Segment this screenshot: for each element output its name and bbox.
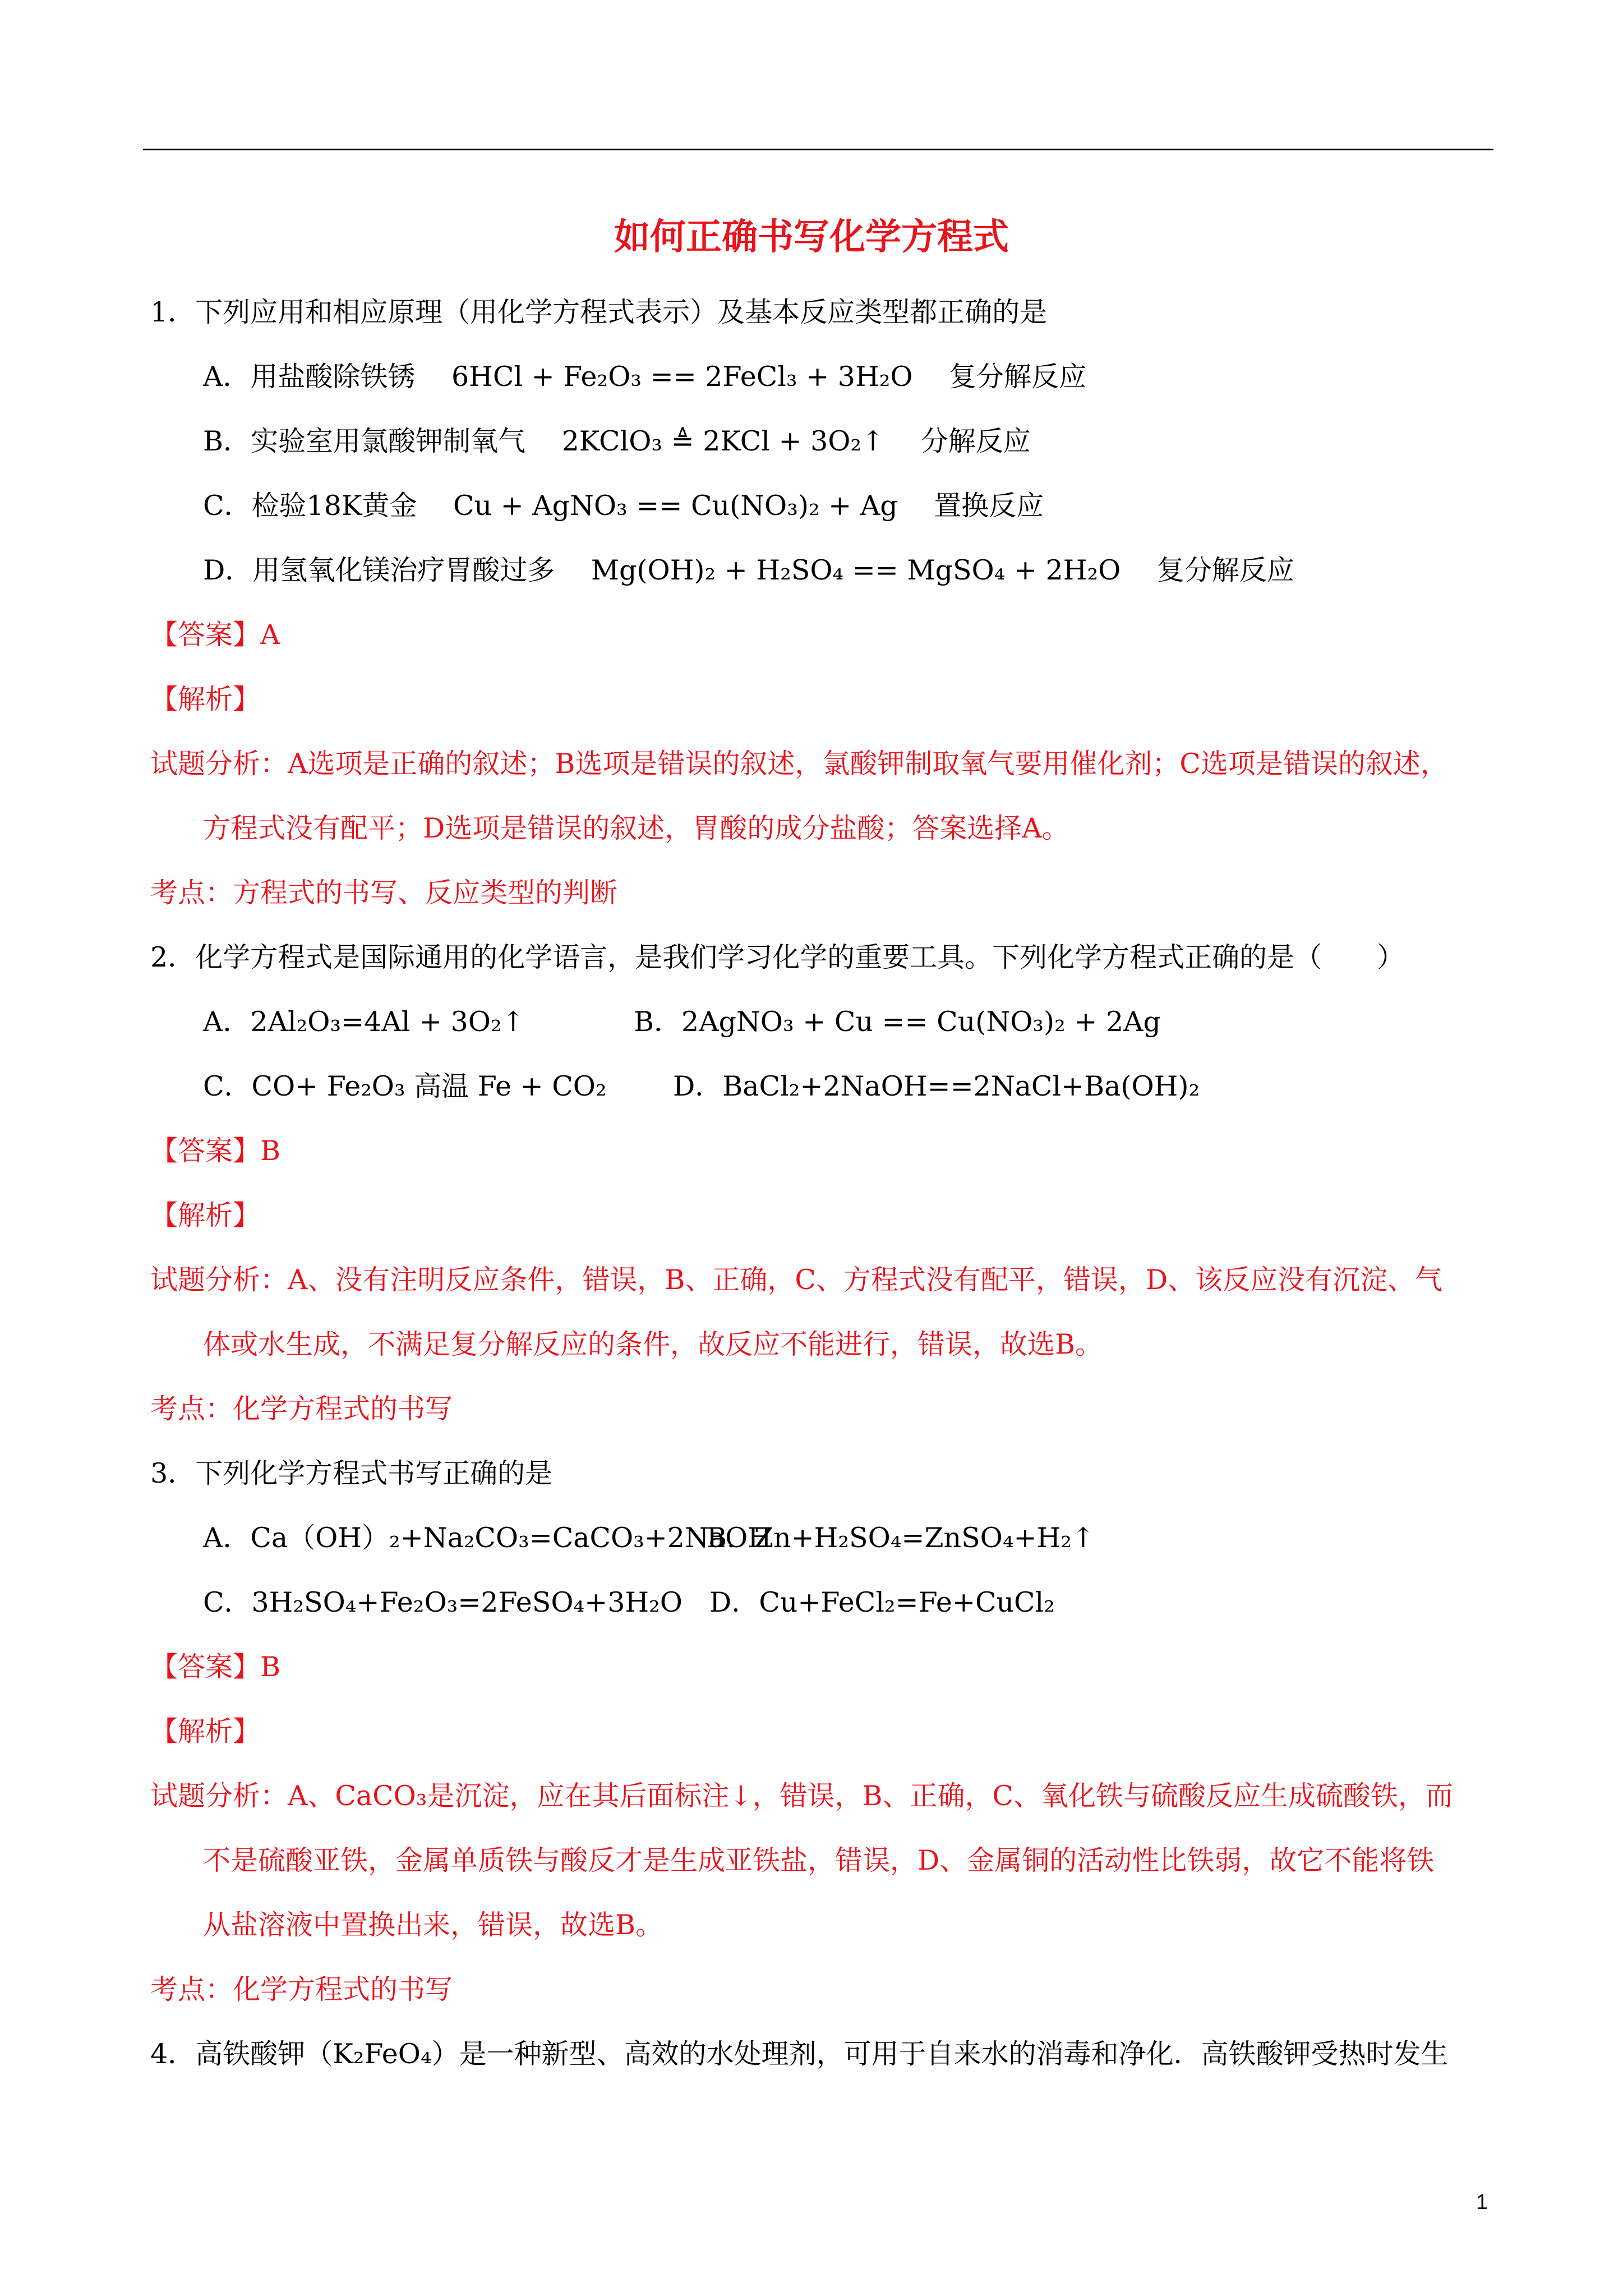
- q3-option-b: B．Zn+H₂SO₄=ZnSO₄+H₂↑: [707, 1522, 1095, 1554]
- q4-stem: 4．高铁酸钾（K₂FeO₄）是一种新型、高效的水处理剂，可用于自来水的消毒和净化．高铁酸钾受热时发生: [150, 2038, 1449, 2070]
- q1-analysis-line-2: 方程式没有配平；D选项是错误的叙述，胃酸的成分盐酸；答案选择A。: [203, 812, 1069, 844]
- q2-kaodian: 考点：化学方程式的书写: [150, 1393, 453, 1425]
- q1-option-c: C．检验18K黄金 Cu + AgNO₃ == Cu(NO₃)₂ + Ag 置换反应: [203, 490, 1044, 522]
- q2-option-d: D．BaCl₂+2NaOH==2NaCl+Ba(OH)₂: [673, 1070, 1200, 1102]
- q1-analysis-label: 【解析】: [150, 683, 261, 715]
- q3-analysis-label: 【解析】: [150, 1715, 261, 1747]
- q3-option-c: C．3H₂SO₄+Fe₂O₃=2FeSO₄+3H₂O: [203, 1586, 683, 1618]
- q1-option-b: B．实验室用氯酸钾制氧气 2KClO₃ ≜ 2KCl + 3O₂↑ 分解反应: [203, 425, 1031, 457]
- q1-kaodian: 考点：方程式的书写、反应类型的判断: [150, 877, 618, 909]
- q2-answer: 【答案】B: [150, 1135, 281, 1167]
- q2-option-b: B．2AgNO₃ + Cu == Cu(NO₃)₂ + 2Ag: [634, 1006, 1161, 1038]
- q3-stem: 3．下列化学方程式书写正确的是: [150, 1457, 553, 1489]
- header-rule: [143, 149, 1493, 150]
- page-number: 1: [1476, 2191, 1488, 2214]
- q1-option-d: D．用氢氧化镁治疗胃酸过多 Mg(OH)₂ + H₂SO₄ == MgSO₄ + 2H₂O 复分解反应: [203, 554, 1294, 586]
- q3-option-d: D．Cu+FeCl₂=Fe+CuCl₂: [709, 1586, 1055, 1618]
- q2-option-a: A．2Al₂O₃=4Al + 3O₂↑: [203, 1006, 525, 1038]
- q3-analysis-line-3: 从盐溶液中置换出来，错误，故选B。: [203, 1909, 663, 1941]
- q1-answer: 【答案】A: [150, 619, 280, 651]
- q2-analysis-line-1: 试题分析：A、没有注明反应条件，错误，B、正确，C、方程式没有配平，错误，D、该反应没有沉淀、气: [150, 1264, 1443, 1296]
- page-title: 如何正确书写化学方程式: [614, 216, 1009, 258]
- q3-kaodian: 考点：化学方程式的书写: [150, 1973, 453, 2005]
- q3-answer: 【答案】B: [150, 1651, 281, 1683]
- q3-analysis-line-1: 试题分析：A、CaCO₃是沉淀，应在其后面标注↓，错误，B、正确，C、氧化铁与硫酸反应生成硫酸铁，而: [150, 1780, 1453, 1812]
- q1-analysis-line-1: 试题分析：A选项是正确的叙述；B选项是错误的叙述，氯酸钾制取氧气要用催化剂；C选项是错误的叙述，: [150, 748, 1448, 780]
- q2-analysis-label: 【解析】: [150, 1199, 261, 1231]
- q2-stem: 2．化学方程式是国际通用的化学语言，是我们学习化学的重要工具。下列化学方程式正确的是（ ）: [150, 941, 1405, 973]
- q1-stem: 1．下列应用和相应原理（用化学方程式表示）及基本反应类型都正确的是: [150, 296, 1048, 328]
- q2-option-c: C．CO+ Fe₂O₃ 高温 Fe + CO₂: [203, 1070, 607, 1102]
- q3-analysis-line-2: 不是硫酸亚铁，金属单质铁与酸反才是生成亚铁盐，错误，D、金属铜的活动性比铁弱，故它不能将铁: [203, 1844, 1435, 1876]
- q1-option-a: A．用盐酸除铁锈 6HCl + Fe₂O₃ == 2FeCl₃ + 3H₂O 复分解反应: [203, 361, 1087, 393]
- q2-analysis-line-2: 体或水生成，不满足复分解反应的条件，故反应不能进行，错误，故选B。: [203, 1328, 1103, 1360]
- q3-option-a: A．Ca（OH）₂+Na₂CO₃=CaCO₃+2NaOH: [203, 1522, 772, 1554]
